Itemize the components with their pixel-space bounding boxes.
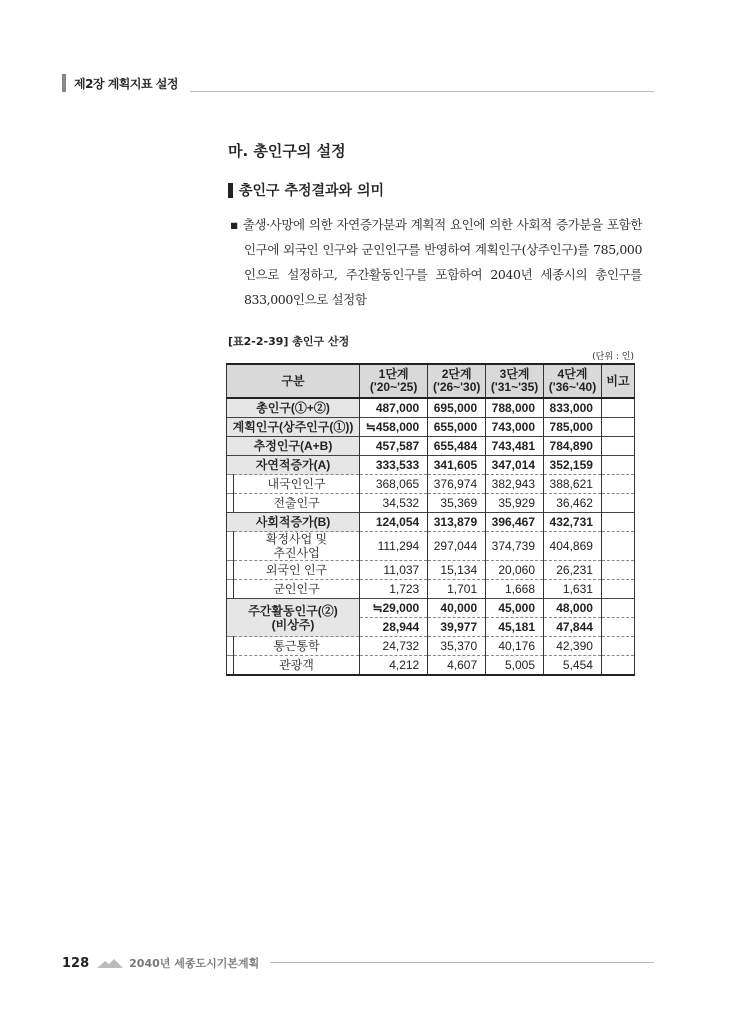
note-cell (601, 456, 634, 475)
population-table (226, 363, 635, 676)
column-header: 구분 (227, 364, 360, 398)
value-cell: 347,014 (486, 456, 544, 475)
note-cell (601, 513, 634, 532)
value-cell: 341,605 (428, 456, 486, 475)
note-cell (601, 656, 634, 676)
value-cell: 333,533 (360, 456, 428, 475)
value-cell: 655,000 (428, 418, 486, 437)
table-row (227, 656, 635, 676)
bullet-icon: ▪ (230, 217, 239, 232)
value-cell: 26,231 (544, 561, 602, 580)
value-cell: 382,943 (486, 475, 544, 494)
value-cell: 40,000 (428, 599, 486, 618)
value-cell: 45,181 (486, 618, 544, 637)
value-cell: 20,060 (486, 561, 544, 580)
table-row (227, 437, 635, 456)
row-label: 내국인인구 (234, 475, 360, 494)
header-divider (190, 91, 654, 92)
table-row (227, 513, 635, 532)
note-cell (601, 599, 634, 618)
note-cell (601, 532, 634, 561)
value-cell: 655,484 (428, 437, 486, 456)
row-label: 관광객 (234, 656, 360, 676)
table-row (227, 580, 635, 599)
value-cell: ≒29,000 (360, 599, 428, 618)
row-label: 사회적증가(B) (227, 513, 360, 532)
column-header: 4단계 ('36~'40) (544, 364, 602, 398)
mountain-logo-icon (97, 958, 123, 968)
value-cell: 40,176 (486, 637, 544, 656)
row-label: 주간활동인구(②) (비상주) (227, 599, 360, 637)
table-caption: [표2-2-39] 총인구 산정 (228, 335, 350, 348)
row-label: 추정인구(A+B) (227, 437, 360, 456)
value-cell: 15,134 (428, 561, 486, 580)
indent-cell (227, 494, 234, 513)
value-cell: 47,844 (544, 618, 602, 637)
footer-title: 2040년 세종도시기본계획 (129, 957, 260, 970)
value-cell: ≒458,000 (360, 418, 428, 437)
column-header: 비고 (601, 364, 634, 398)
value-cell: 788,000 (486, 398, 544, 418)
value-cell: 785,000 (544, 418, 602, 437)
body-paragraph (230, 212, 642, 312)
value-cell: 28,944 (360, 618, 428, 637)
value-cell: 352,159 (544, 456, 602, 475)
subsection-title (228, 180, 384, 200)
value-cell: 1,701 (428, 580, 486, 599)
note-cell (601, 580, 634, 599)
value-cell: 487,000 (360, 398, 428, 418)
value-cell: 35,370 (428, 637, 486, 656)
value-cell: 42,390 (544, 637, 602, 656)
indent-cell (227, 532, 234, 561)
value-cell: 743,000 (486, 418, 544, 437)
indent-cell (227, 561, 234, 580)
value-cell: 833,000 (544, 398, 602, 418)
note-cell (601, 418, 634, 437)
value-cell: 388,621 (544, 475, 602, 494)
row-label: 통근통학 (234, 637, 360, 656)
paragraph-text: 출생·사망에 의한 자연증가분과 계획적 요인에 의한 사회적 증가분을 포함한 인구에 외국인 인구와 군인인구를 반영하여 계획인구(상주인구)를 785,000인으로 설정하고, 주간활동인구를 포함하여 2040년 세종시의 총인구를 833,000인으로 설정함 (242, 217, 643, 307)
value-cell: 36,462 (544, 494, 602, 513)
value-cell: 4,607 (428, 656, 486, 676)
header-bar (62, 74, 66, 92)
value-cell: 374,739 (486, 532, 544, 561)
column-header: 1단계 ('20~'25) (360, 364, 428, 398)
row-label: 계획인구(상주인구(①)) (227, 418, 360, 437)
note-cell (601, 637, 634, 656)
chapter-header (62, 74, 178, 92)
value-cell: 784,890 (544, 437, 602, 456)
value-cell: 1,668 (486, 580, 544, 599)
row-label: 군인인구 (234, 580, 360, 599)
value-cell: 24,732 (360, 637, 428, 656)
note-cell (601, 475, 634, 494)
indent-cell (227, 475, 234, 494)
value-cell: 368,065 (360, 475, 428, 494)
table-row (227, 418, 635, 437)
column-header: 3단계 ('31~'35) (486, 364, 544, 398)
row-label: 총인구(①+②) (227, 398, 360, 418)
table-row (227, 456, 635, 475)
note-cell (601, 398, 634, 418)
indent-cell (227, 580, 234, 599)
footer-divider (270, 962, 654, 963)
value-cell: 48,000 (544, 599, 602, 618)
table-row (227, 532, 635, 561)
page-number: 128 (62, 955, 90, 971)
chapter-title: 제2장 계획지표 설정 (74, 76, 178, 91)
row-label: 외국인 인구 (234, 561, 360, 580)
value-cell: 5,454 (544, 656, 602, 676)
value-cell: 457,587 (360, 437, 428, 456)
footer (62, 955, 259, 971)
value-cell: 297,044 (428, 532, 486, 561)
column-header: 2단계 ('26~'30) (428, 364, 486, 398)
indent-cell (227, 656, 234, 676)
value-cell: 432,731 (544, 513, 602, 532)
indent-cell (227, 637, 234, 656)
value-cell: 11,037 (360, 561, 428, 580)
value-cell: 111,294 (360, 532, 428, 561)
table-header-row (227, 364, 635, 398)
table-row (227, 561, 635, 580)
value-cell: 5,005 (486, 656, 544, 676)
value-cell: 34,532 (360, 494, 428, 513)
row-label: 확정사업 및 추진사업 (234, 532, 360, 561)
table-row (227, 398, 635, 418)
value-cell: 743,481 (486, 437, 544, 456)
value-cell: 404,869 (544, 532, 602, 561)
value-cell: 4,212 (360, 656, 428, 676)
value-cell: 124,054 (360, 513, 428, 532)
row-label: 전출인구 (234, 494, 360, 513)
note-cell (601, 494, 634, 513)
subsection-text: 총인구 추정결과와 의미 (239, 183, 384, 199)
value-cell: 695,000 (428, 398, 486, 418)
table-row (227, 494, 635, 513)
section-title: 마. 총인구의 설정 (228, 142, 346, 160)
value-cell: 45,000 (486, 599, 544, 618)
note-cell (601, 437, 634, 456)
value-cell: 35,929 (486, 494, 544, 513)
value-cell: 39,977 (428, 618, 486, 637)
value-cell: 1,723 (360, 580, 428, 599)
value-cell: 313,879 (428, 513, 486, 532)
value-cell: 376,974 (428, 475, 486, 494)
table-row (227, 475, 635, 494)
value-cell: 396,467 (486, 513, 544, 532)
row-label: 자연적증가(A) (227, 456, 360, 475)
value-cell: 35,369 (428, 494, 486, 513)
value-cell: 1,631 (544, 580, 602, 599)
note-cell (601, 618, 634, 637)
note-cell (601, 561, 634, 580)
square-bullet-icon (228, 183, 233, 198)
table-unit: (단위 : 인) (592, 352, 634, 362)
table-row (227, 637, 635, 656)
table-row (227, 599, 635, 618)
